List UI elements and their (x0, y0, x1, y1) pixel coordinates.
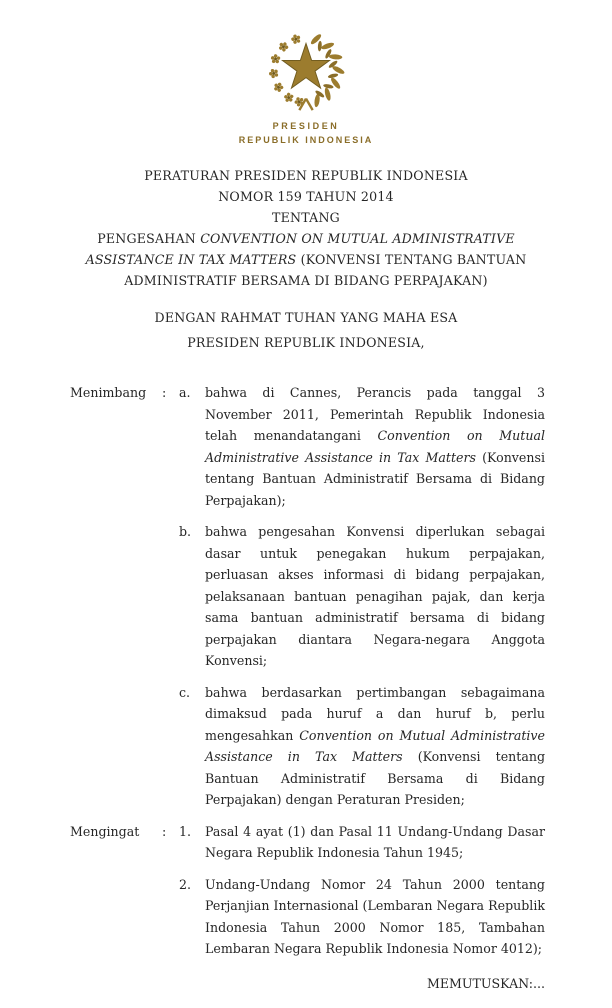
item-text: Undang-Undang Nomor 24 Tahun 2000 tentang Perjanjian Internasional (Lembaran Negara Republik Indonesia Tahun 2000 Nomor 185, Tambahan Lembaran Negara Republik Indonesia Nomor 4012); (205, 876, 545, 956)
mengingat-item-2 (179, 874, 545, 960)
letterhead (0, 0, 612, 145)
clauses (0, 382, 612, 970)
title-block (0, 165, 612, 291)
item-text: bahwa berdasarkan pertimbangan sebagaimana dimaksud pada huruf a dan huruf b, perlu mengesahkan Convention on Mutual Administrative Assistance in Tax Matters (Konvensi tentang Bantuan Administratif Bersama di Bidang Perpajakan) dengan Peraturan Presiden; (205, 684, 546, 807)
menimbang-colon: : (162, 385, 167, 400)
menimbang-section (70, 382, 545, 821)
mengingat-colon: : (162, 823, 167, 839)
menimbang-item-a (179, 382, 545, 511)
menimbang-item-c (179, 682, 545, 811)
tentang-label: TENTANG (272, 210, 340, 225)
item-text: bahwa pengesahan Konvensi diperlukan sebagai dasar untuk penegakan hukum perpajakan, perluasan akses informasi di bidang perpajakan, pelaksanaan bantuan penagihan pajak, dan kerja sama bantuan administratif bersama di bidang perpajakan diantara Negara-negara Anggota Konvensi; (205, 524, 545, 668)
item-marker: 2. (179, 876, 192, 892)
menimbang-label: Menimbang (70, 385, 147, 400)
menimbang-item-b (179, 521, 545, 672)
memutuskan-catchword: MEMUTUSKAN:... (426, 975, 545, 991)
mengingat-label: Mengingat (70, 823, 140, 839)
item-marker: 1. (179, 823, 192, 839)
item-marker: b. (179, 524, 192, 539)
regulation-title: PERATURAN PRESIDEN REPUBLIK INDONESIA (144, 168, 468, 183)
item-text: bahwa di Cannes, Perancis pada tanggal 3 November 2011, Pemerintah Republik Indonesia telah menandatangani Convention on Mutual Administrative Assistance in Tax Matters (Konvensi tentang Bantuan Administratif Bersama di Bidang Perpajakan); (205, 385, 545, 508)
subject-prefix: PENGESAHAN (97, 231, 201, 246)
item-marker: c. (179, 684, 191, 700)
regulation-subject (65, 228, 547, 291)
item-marker: a. (179, 385, 191, 400)
item-text: Pasal 4 ayat (1) dan Pasal 11 Undang-Undang Dasar Negara Republik Indonesia Tahun 1945; (205, 823, 545, 860)
org-name-line1: PRESIDEN (272, 121, 340, 131)
regulation-number: NOMOR 159 TAHUN 2014 (218, 189, 394, 204)
subject-convention-name: CONVENTION ON MUTUAL ADMINISTRATIVE ASSISTANCE IN TAX MATTERS (85, 231, 515, 267)
org-name-line2: REPUBLIK INDONESIA (238, 135, 374, 145)
authority-line: PRESIDEN REPUBLIK INDONESIA, (187, 335, 425, 350)
mengingat-item-1 (179, 821, 545, 864)
subject-suffix: (KONVENSI TENTANG BANTUAN ADMINISTRATIF BERSAMA DI BIDANG PERPAJAKAN) (124, 252, 527, 288)
mengingat-section (70, 821, 545, 970)
state-emblem-icon (254, 30, 358, 112)
invocation-line: DENGAN RAHMAT TUHAN YANG MAHA ESA (154, 310, 458, 325)
gold-star-icon (282, 43, 329, 88)
